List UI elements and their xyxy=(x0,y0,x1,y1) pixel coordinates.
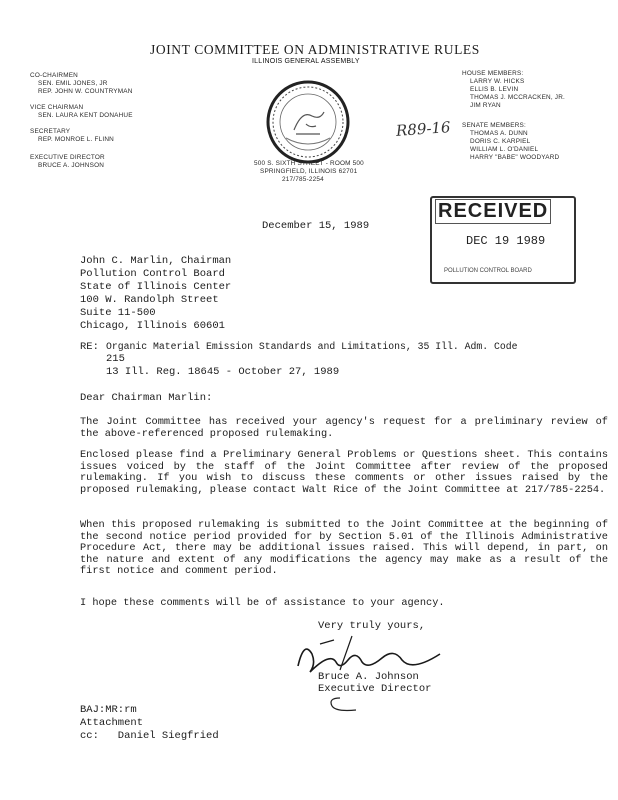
letterhead-subtitle: ILLINOIS GENERAL ASSEMBLY xyxy=(252,58,360,65)
body-paragraph: The Joint Committee has received your agency's request for a preliminary review of the above-referenced proposed rulemaking. xyxy=(80,416,608,440)
right-name: THOMAS A. DUNN xyxy=(470,130,528,137)
state-seal-icon xyxy=(266,80,350,164)
letter-date: December 15, 1989 xyxy=(262,220,370,232)
recipient-line: John C. Marlin, Chairman xyxy=(80,255,232,267)
right-heading-senate: SENATE MEMBERS: xyxy=(462,122,526,129)
body-paragraph: When this proposed rulemaking is submitted to the Joint Committee at the beginning of the second notice period provided for by Section 5.01 of the Illinois Administrative Procedure Act, there may be additional issues raised. This will depend, in part, on the nature and extent of any modifications the agency may make as a result of the first notice and comment period. xyxy=(80,519,608,578)
recipient-line: Pollution Control Board xyxy=(80,268,225,280)
address-line: SPRINGFIELD, ILLINOIS 62701 xyxy=(260,168,358,175)
re-subject: Organic Material Emission Standards and Limitations, 35 Ill. Adm. Code xyxy=(106,341,518,352)
recipient-line: Chicago, Illinois 60601 xyxy=(80,320,225,332)
right-name: THOMAS J. MCCRACKEN, JR. xyxy=(470,94,565,101)
closing: Very truly yours, xyxy=(318,620,426,632)
received-stamp xyxy=(430,196,576,284)
stamp-word: RECEIVED xyxy=(438,200,549,222)
left-heading-secretary: SECRETARY xyxy=(30,128,71,135)
left-name: BRUCE A. JOHNSON xyxy=(38,162,105,169)
right-name: DORIS C. KARPIEL xyxy=(470,138,531,145)
left-heading-vice-chairman: VICE CHAIRMAN xyxy=(30,104,84,111)
initials-line: BAJ:MR:rm xyxy=(80,704,137,716)
right-name: ELLIS B. LEVIN xyxy=(470,86,519,93)
right-heading-house: HOUSE MEMBERS: xyxy=(462,70,524,77)
recipient-line: State of Illinois Center xyxy=(80,281,232,293)
left-name: REP. MONROE L. FLINN xyxy=(38,136,114,143)
cc-line: cc: Daniel Siegfried xyxy=(80,730,219,742)
letterhead-title: JOINT COMMITTEE ON ADMINISTRATIVE RULES xyxy=(150,42,480,57)
pen-mark-icon xyxy=(326,694,360,714)
address-line: 500 S. SIXTH STREET - ROOM 500 xyxy=(254,160,364,167)
right-name: JIM RYAN xyxy=(470,102,501,109)
re-subject-cont: 215 xyxy=(106,353,125,365)
left-name: REP. JOHN W. COUNTRYMAN xyxy=(38,88,133,95)
left-heading-cochairmen: CO-CHAIRMEN xyxy=(30,72,78,79)
salutation: Dear Chairman Marlin: xyxy=(80,392,213,404)
right-name: HARRY "BABE" WOODYARD xyxy=(470,154,560,161)
enclosure-line: Attachment xyxy=(80,717,144,729)
right-name: WILLIAM L. O'DANIEL xyxy=(470,146,539,153)
address-line: 217/785-2254 xyxy=(282,176,324,183)
right-name: LARRY W. HICKS xyxy=(470,78,525,85)
stamp-date: DEC 19 1989 xyxy=(466,234,546,248)
signer-name: Bruce A. Johnson xyxy=(318,671,419,683)
body-paragraph: I hope these comments will be of assistance to your agency. xyxy=(80,597,445,609)
left-heading-executive-director: EXECUTIVE DIRECTOR xyxy=(30,154,105,161)
re-label: RE: xyxy=(80,341,99,353)
re-register-cite: 13 Ill. Reg. 18645 - October 27, 1989 xyxy=(106,366,340,378)
recipient-line: 100 W. Randolph Street xyxy=(80,294,219,306)
stamp-footer: POLLUTION CONTROL BOARD xyxy=(444,268,532,274)
recipient-line: Suite 11-500 xyxy=(80,307,156,319)
left-name: SEN. LAURA KENT DONAHUE xyxy=(38,112,133,119)
left-name: SEN. EMIL JONES, JR xyxy=(38,80,108,87)
body-paragraph: Enclosed please find a Preliminary General Problems or Questions sheet. This contains issues voiced by the staff of the Joint Committee after review of the proposed rulemaking. If you wish to discuss these comments or other issues raised by the proposed rulemaking, please contact Walt Rice of the Joint Committee at 217/785-2254. xyxy=(80,449,608,496)
handwritten-docket-note: R89-16 xyxy=(395,118,452,140)
signer-title: Executive Director xyxy=(318,683,432,695)
